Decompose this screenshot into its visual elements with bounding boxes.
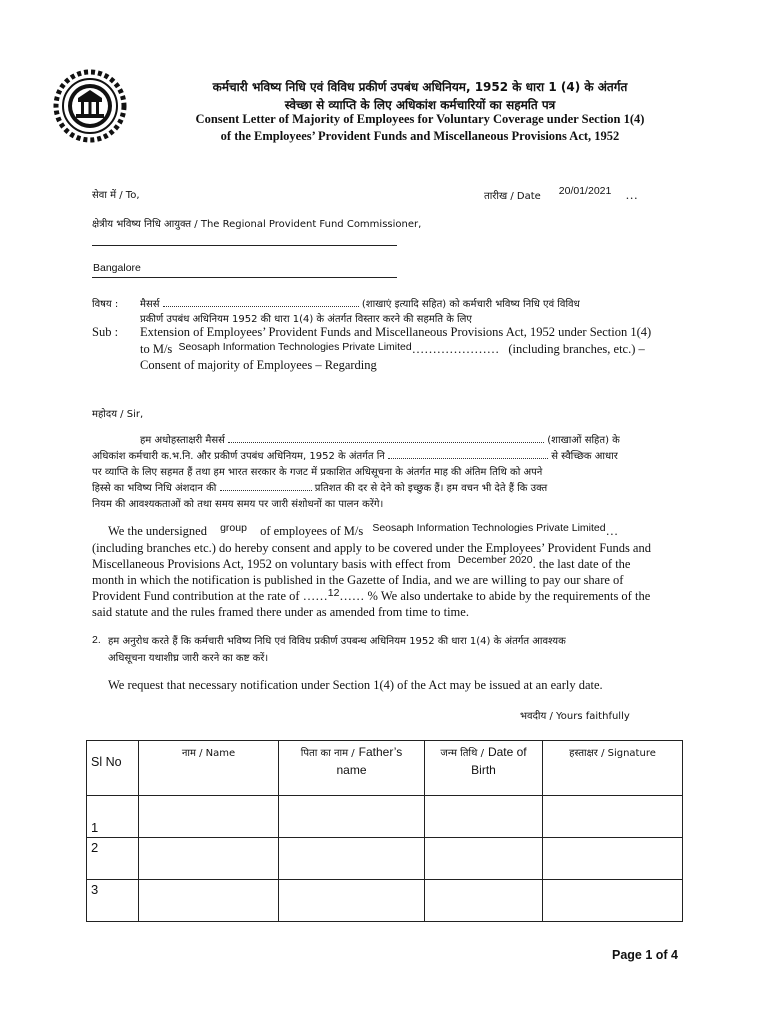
request-line: We request that necessary notification under Section 1(4) of the Act may be issued at an early date.: [108, 678, 603, 692]
english-para-line1: We the undersigned $^{group}$ of employees of M/s $^{Seosaph Information Technologies Private Limited}$…: [108, 522, 619, 538]
father-cell: [279, 838, 425, 880]
title-english-line1: Consent Letter of Majority of Employees for Voluntary Coverage under Section 1(4): [195, 112, 645, 126]
english-para-line4: month in which the notification is published in the Gazette of India, and we are willing to pay our share of: [92, 573, 624, 587]
row-number: 2: [87, 838, 139, 880]
salutation: महोदय / Sir,: [92, 409, 144, 420]
english-para-line6: said statute and the rules framed there under as amended from time to time.: [92, 605, 469, 619]
table-row: [87, 796, 683, 838]
name-cell: [139, 796, 279, 838]
employee-signature-table: [86, 740, 683, 922]
page-number: Page 1 of 4: [612, 948, 678, 962]
group-value: group: [220, 522, 247, 534]
row-number: 3: [87, 880, 139, 922]
date-trail: …: [625, 188, 638, 202]
subject-hindi-line1: मैसर्स (शाखाएं इत्यादि सहित) को कर्मचारी भविष्य निधि एवं विविध: [140, 296, 675, 310]
subject-company-value: Seosaph Information Technologies Private Limited: [178, 341, 412, 353]
date-row: [484, 186, 638, 204]
dob-cell: [425, 796, 543, 838]
to-label: सेवा में / To,: [92, 190, 140, 201]
hindi-para-line5: नियम की आवश्यकताओं को तथा समय समय पर जारी संशोधनों का पालन करेंगे।: [92, 499, 384, 510]
father-cell: [279, 796, 425, 838]
table-row: [87, 838, 683, 880]
col-header-dob: जन्म तिथि / Date of Birth: [425, 741, 543, 796]
row-number: 1: [87, 796, 139, 838]
col-header-signature: हस्ताक्षर / Signature: [543, 741, 683, 796]
hindi-para-line1: हम अधोहस्ताक्षरी मैसर्स (शाखाओं सहित) के: [140, 432, 676, 446]
point2-line1: हम अनुरोध करते हैं कि कर्मचारी भविष्य निधि एवं विविध प्रकीर्ण उपबन्ध अधिनियम 1952 की धारा 1(4) के अंतर्गत आवश्यक: [108, 636, 566, 647]
point2-number: 2.: [92, 634, 101, 646]
date-label: तारीख / Date: [484, 191, 541, 202]
signature-cell: [543, 796, 683, 838]
subject-english-line3: Consent of majority of Employees – Regarding: [140, 358, 377, 372]
table-header-row: [87, 741, 683, 796]
title-hindi-line1: कर्मचारी भविष्य निधि एवं विविध प्रकीर्ण उपबंध अधिनियम, 1952 के धारा 1 (4) के अंतर्गत: [212, 80, 628, 94]
col-header-father: पिता का नाम / Father’s name: [279, 741, 425, 796]
subject-english-line1: Extension of Employees’ Provident Funds and Miscellaneous Provisions Act, 1952 under Section 1(4): [140, 325, 652, 339]
title-hindi-line2: स्वेच्छा से व्याप्ति के लिए अधिकांश कर्मचारियों का सहमति पत्र: [284, 98, 556, 112]
col-header-name: नाम / Name: [139, 741, 279, 796]
signature-cell: [543, 838, 683, 880]
subject-hindi-line2: प्रकीर्ण उपबंध अधिनियम 1952 की धारा 1(4) के अंतर्गत विस्तार करने की सहमति के लिए: [140, 314, 472, 325]
address-rule-1: [92, 245, 397, 246]
address-rule-2: [92, 277, 397, 278]
name-cell: [139, 838, 279, 880]
english-para-line3: Miscellaneous Provisions Act, 1952 on voluntary basis with effect from $^{December 2020}$. the last date of the: [92, 554, 631, 571]
effect-from-value: December 2020: [457, 554, 533, 566]
signature-cell: [543, 880, 683, 922]
subject-english-label: Sub :: [92, 325, 119, 339]
date-value: 20/01/2021: [558, 185, 612, 197]
name-cell: [139, 880, 279, 922]
english-para-line2: (including branches etc.) do hereby consent and apply to be covered under the Employees’ Provident Funds and: [92, 541, 651, 555]
commissioner-line: क्षेत्रीय भविष्य निधि आयुक्त / The Regional Provident Fund Commissioner,: [92, 219, 422, 230]
hindi-para-line2: अधिकांश कर्मचारी क.भ.नि. और प्रकीर्ण उपबंध अधिनियम, 1952 के अंतर्गत नि से स्वैच्छिक आधार: [92, 448, 676, 462]
city-value: Bangalore: [93, 262, 141, 274]
dob-cell: [425, 838, 543, 880]
title-english-line2: of the Employees’ Provident Funds and Miscellaneous Provisions Act, 1952: [220, 129, 620, 143]
hindi-para-line3: पर व्याप्ति के लिए सहमत हैं तथा हम भारत सरकार के गजट में प्रकाशित अधिसूचना के अंतर्गत माह की अंतिम तिथि को अपने: [92, 467, 543, 478]
rate-value: 12: [327, 587, 340, 599]
epfo-logo-icon: [52, 68, 128, 144]
subject-english-line2: to M/s $^{Seosaph Information Technologies Private Limited}$………………… (including branches, etc.) –: [140, 341, 645, 356]
table-row: [87, 880, 683, 922]
english-para-line5: Provident Fund contribution at the rate of ……$^{12}$…… % We also undertake to abide by the requirements of the: [92, 587, 651, 603]
hindi-para-line4: हिस्से का भविष्य निधि अंशदान की प्रतिशत की दर से देने को इच्छुक हैं। हम वचन भी देते हैं कि उक्त: [92, 480, 676, 494]
english-company-value: Seosaph Information Technologies Private Limited: [372, 522, 606, 534]
closing: भवदीय / Yours faithfully: [520, 711, 630, 722]
father-cell: [279, 880, 425, 922]
col-header-slno: Sl No: [87, 741, 139, 796]
dob-cell: [425, 880, 543, 922]
point2-line2: अधिसूचना यथाशीघ्र जारी करने का कष्ट करें।: [108, 653, 269, 664]
subject-hindi-label: विषय :: [92, 299, 119, 310]
